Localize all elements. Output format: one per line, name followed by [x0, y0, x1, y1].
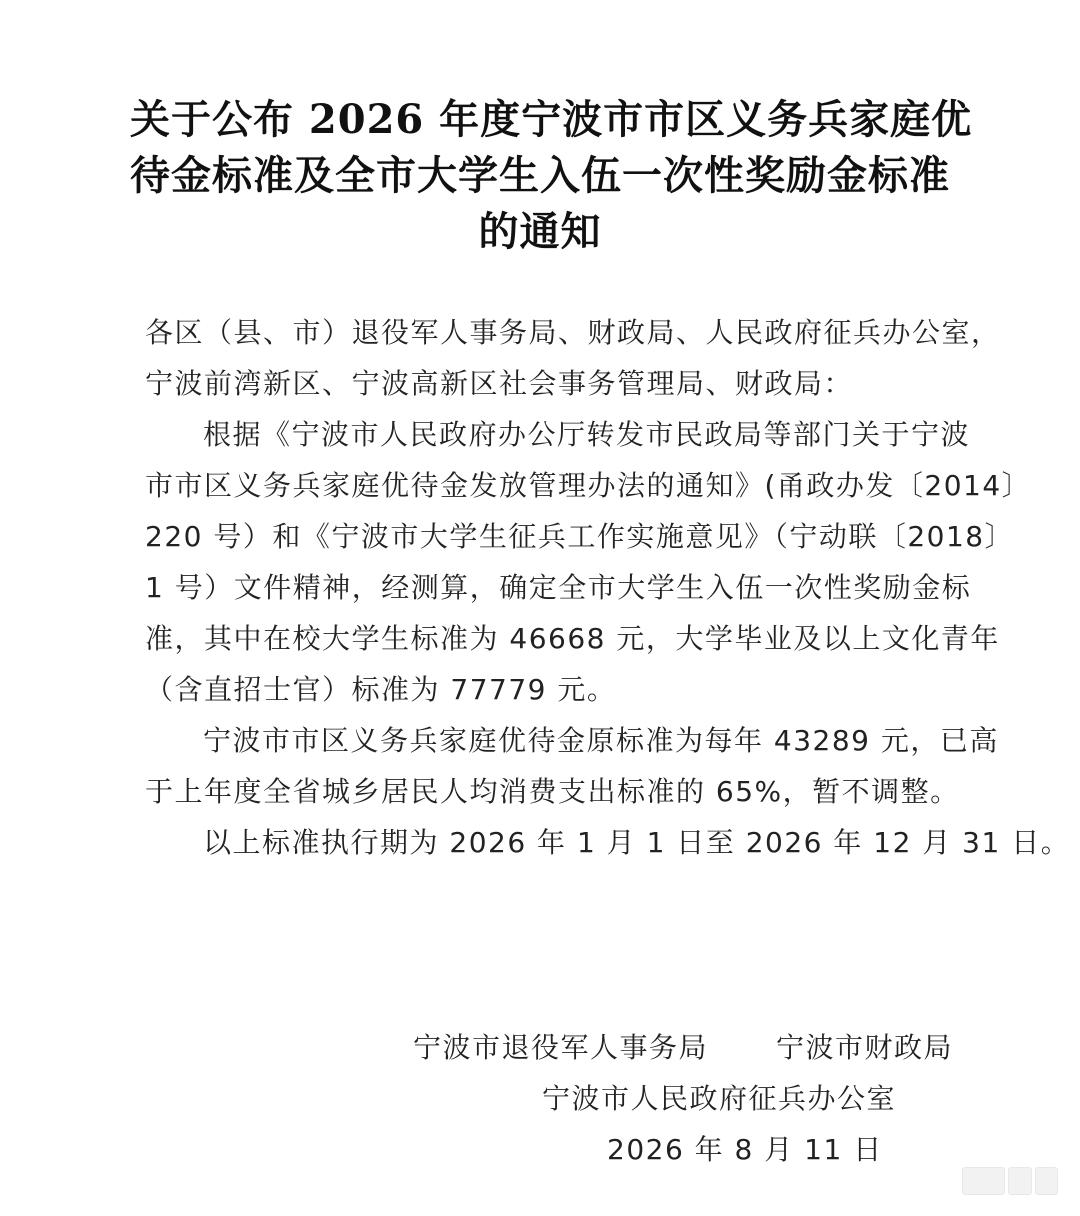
document-title [130, 92, 973, 260]
paragraph-line: 根据《宁波市人民政府办公厅转发市民政局等部门关于宁波 [203, 418, 971, 451]
watermark-bar [1008, 1167, 1031, 1195]
watermark-bar [1035, 1167, 1058, 1195]
paragraph-line: 市市区义务兵家庭优待金发放管理办法的通知》(甬政办发〔2014〕 [145, 469, 1032, 502]
paragraph-family-allowance [145, 715, 999, 817]
paragraph-line: 1 号）文件精神，经测算，确定全市大学生入伍一次性奖励金标 [145, 571, 972, 604]
document-body [145, 307, 1071, 868]
paragraph-line: 220 号）和《宁波市大学生征兵工作实施意见》（宁动联〔2018〕 [145, 520, 1015, 553]
signature-date: 2026 年 8 月 11 日 [607, 1133, 883, 1166]
paragraph-line: 宁波市市区义务兵家庭优待金原标准为每年 43289 元，已高 [203, 724, 999, 757]
paragraph-line: 以上标准执行期为 2026 年 1 月 1 日至 2026 年 12 月 31 日。 [203, 826, 1071, 859]
watermark-bar [962, 1167, 1005, 1195]
salutation-line: 各区（县、市）退役军人事务局、财政局、人民政府征兵办公室， [145, 316, 1001, 349]
title-line: 待金标准及全市大学生入伍一次性奖励金标准 [130, 152, 950, 199]
paragraph-basis [145, 409, 1032, 715]
salutation-line: 宁波前湾新区、宁波高新区社会事务管理局、财政局： [145, 367, 854, 400]
title-line: 的通知 [478, 208, 602, 255]
watermark-icon [962, 1166, 1058, 1196]
salutation [145, 307, 1001, 409]
signature-conscription-office: 宁波市人民政府征兵办公室 [542, 1082, 897, 1115]
signature-veterans-affairs: 宁波市退役军人事务局 [413, 1031, 709, 1064]
paragraph-line: 准，其中在校大学生标准为 46668 元，大学毕业及以上文化青年 [145, 622, 1000, 655]
title-line: 关于公布 2026 年度宁波市市区义务兵家庭优 [130, 96, 973, 143]
paragraph-line: （含直招士官）标准为 77779 元。 [145, 673, 617, 706]
signature-finance-bureau: 宁波市财政局 [776, 1031, 954, 1064]
paragraph-line: 于上年度全省城乡居民人均消费支出标准的 65%，暂不调整。 [145, 775, 960, 808]
paragraph-validity-period [145, 817, 1071, 868]
